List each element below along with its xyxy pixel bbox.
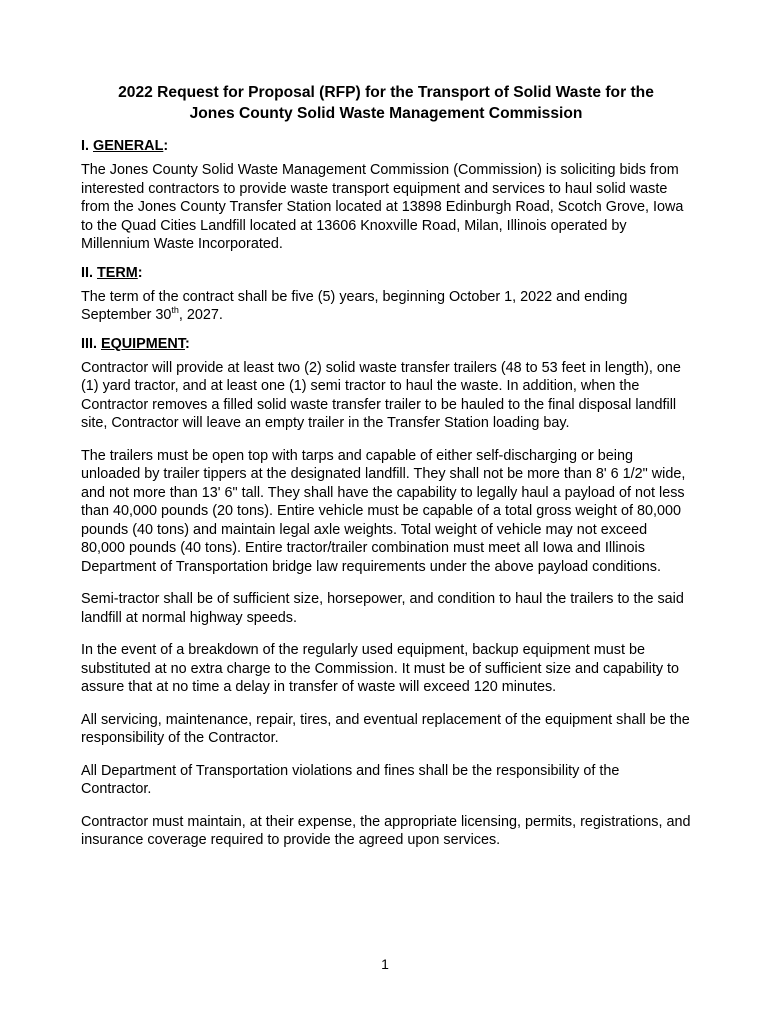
term-text-part2: , 2027. <box>178 307 223 323</box>
equipment-paragraph-3: Semi-tractor shall be of sufficient size, horsepower, and condition to haul the trailers to the said landfill at normal highway speeds. <box>81 591 684 626</box>
section-number: II. <box>81 264 93 281</box>
section-title: GENERAL <box>93 138 164 154</box>
title-line-1: 2022 Request for Proposal (RFP) for the Transport of Solid Waste for the <box>118 84 654 101</box>
title-line-2: Jones County Solid Waste Management Commission <box>189 105 583 122</box>
section-title: EQUIPMENT <box>101 335 185 352</box>
page-number: 1 <box>381 956 389 972</box>
section-number: I. <box>81 138 89 154</box>
section-heading-equipment <box>81 335 691 353</box>
term-text-part1: The term of the contract shall be five (5) years, beginning October 1, 2022 and ending September 30 <box>81 288 628 323</box>
document-body <box>81 82 691 864</box>
general-paragraph: The Jones County Solid Waste Management Commission (Commission) is soliciting bids from interested contractors to provide waste transport equipment and services to haul solid waste from the Jones County Transfer Station located at 13898 Edinburgh Road, Scotch Grove, Iowa to the Quad Cities Landfill located at 13606 Knoxville Road, Milan, Illinois operated by Millennium Waste Incorporated. <box>81 162 684 252</box>
equipment-paragraph-2: The trailers must be open top with tarps and capable of either self-discharging or being unloaded by trailer tippers at the designated landfill. They shall not be more than 8' 6 1/2" wide, and not more than 13' 6" tall. They shall have the capability to legally haul a payload of not less than 40,000 pounds (20 tons). Entire vehicle must be capable of a total gross weight of 80,000 pounds (40 tons) and maintain legal axle weights. Total weight of vehicle may not exceed 80,000 pounds (40 tons). Entire tractor/trailer combination must meet all Iowa and Illinois Department of Transportation bridge law requirements under the above payload conditions. <box>81 447 686 575</box>
section-colon: : <box>163 138 169 154</box>
term-superscript: th <box>171 305 179 316</box>
equipment-paragraph-5: All servicing, maintenance, repair, tires, and eventual replacement of the equipment shall be the responsibility of the Contractor. <box>81 711 690 746</box>
equipment-paragraph-1: Contractor will provide at least two (2) solid waste transfer trailers (48 to 53 feet in length), one (1) yard tractor, and at least one (1) semi tractor to haul the waste. In addition, when the Contractor removes a filled solid waste transfer trailer to be hauled to the final disposal landfill site, Contractor will leave an empty trailer in the Transfer Station loading bay. <box>81 359 681 431</box>
document-title <box>81 82 691 124</box>
section-colon: : <box>184 335 190 352</box>
equipment-paragraph-7: Contractor must maintain, at their expense, the appropriate licensing, permits, registrations, and insurance coverage required to provide the agreed upon services. <box>81 813 691 848</box>
section-title: TERM <box>97 264 138 281</box>
section-heading-general <box>81 137 691 155</box>
equipment-paragraph-6: All Department of Transportation violations and fines shall be the responsibility of the Contractor. <box>81 762 620 797</box>
equipment-paragraph-4: In the event of a breakdown of the regularly used equipment, backup equipment must be substituted at no extra charge to the Commission. It must be of sufficient size and capability to assure that at no time a delay in transfer of waste will exceed 120 minutes. <box>81 642 680 695</box>
section-heading-term <box>81 264 691 282</box>
section-number: III. <box>81 335 97 352</box>
term-paragraph <box>81 288 691 325</box>
section-colon: : <box>137 264 143 281</box>
